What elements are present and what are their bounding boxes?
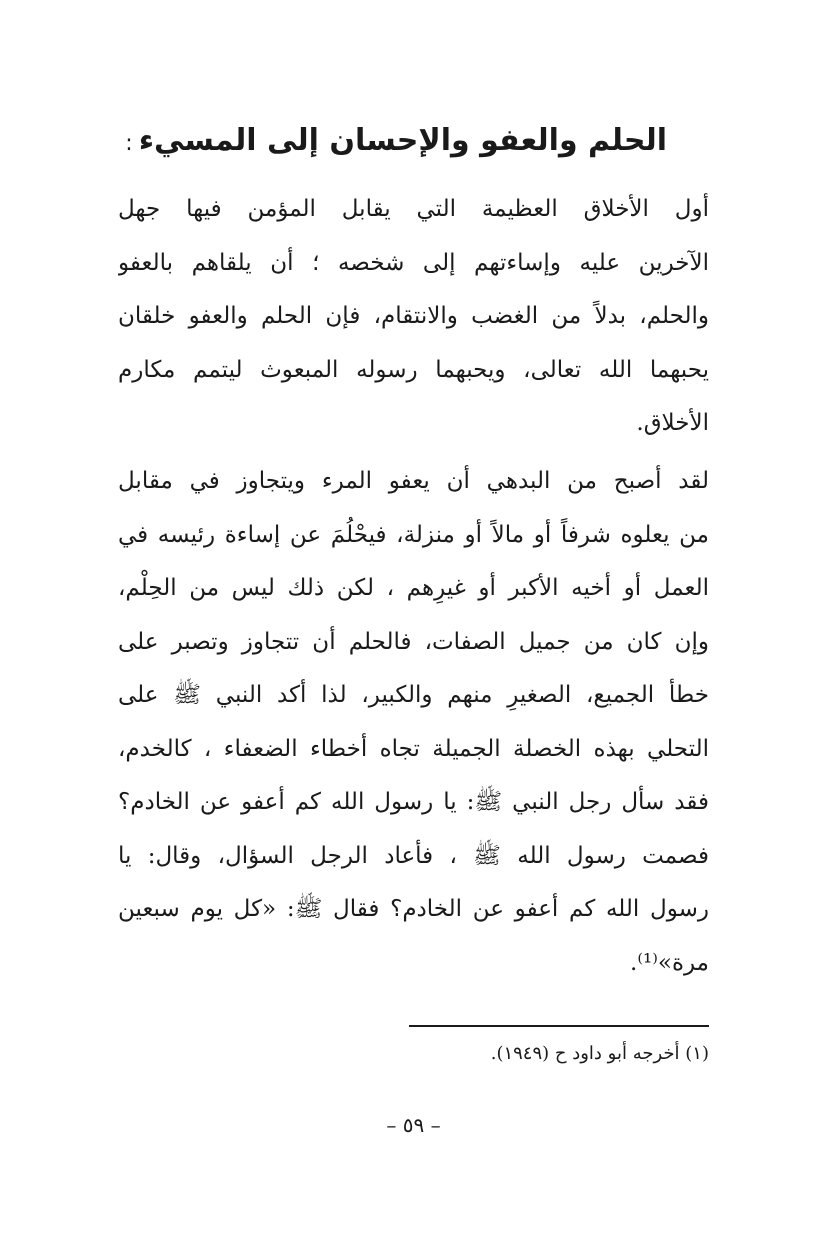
paragraph-line: وإن كان من جميل الصفات، فالحلم أن تتجاوز وتصبر على	[118, 628, 709, 655]
paragraph-line: فصمت رسول الله ﷺ ، فأعاد الرجل السؤال، وقال: يا	[118, 842, 709, 869]
section-heading-colon: :	[125, 131, 133, 156]
paragraph-line: الآخرين عليه وإساءتهم إلى شخصه ؛ أن يلقاهم بالعفو	[118, 249, 709, 276]
paragraph-line: خطأ الجميع، الصغيرِ منهم والكبير، لذا أكد النبي ﷺ على	[118, 682, 709, 708]
footnote: (١) أخرجه أبو داود ح (١٩٤٩).	[490, 1043, 709, 1064]
paragraph-line: من يعلوه شرفاً أو مالاً أو منزلة، فيحْلُمَ عن إساءة رئيسه في	[118, 521, 709, 548]
footnote-divider	[409, 1025, 709, 1027]
section-heading-title: الحلم والعفو والإحسان إلى المسيء	[138, 123, 667, 158]
paragraph-line: أول الأخلاق العظيمة التي يقابل المؤمن فيها جهل	[118, 196, 709, 222]
paragraph-1	[118, 183, 709, 451]
paragraph-line: لقد أصبح من البدهي أن يعفو المرء ويتجاوز في مقابل	[118, 468, 709, 494]
paragraph-line: فقد سأل رجل النبي ﷺ: يا رسول الله كم أعفو عن الخادم؟	[118, 789, 709, 815]
paragraph-line: التحلي بهذه الخصلة الجميلة تجاه أخطاء الضعفاء ، كالخدم،	[118, 735, 709, 762]
paragraph-2	[118, 455, 709, 990]
paragraph-line: رسول الله كم أعفو عن الخادم؟ فقال ﷺ: «كل يوم سبعين	[118, 896, 709, 922]
paragraph-line: مرة»⁽¹⁾.	[630, 949, 709, 976]
paragraph-line: والحلم، بدلاً من الغضب والانتقام، فإن الحلم والعفو خلقان	[118, 303, 709, 329]
page-number: – ٥٩ –	[386, 1113, 441, 1137]
paragraph-line: يحبهما الله تعالى، ويحبهما رسوله المبعوث ليتمم مكارم	[118, 356, 709, 383]
paragraph-line: العمل أو أخيه الأكبر أو غيرِهم ، لكن ذلك ليس من الحِلْم،	[118, 575, 709, 601]
section-heading	[118, 118, 667, 167]
paragraph-line: الأخلاق.	[636, 410, 709, 436]
